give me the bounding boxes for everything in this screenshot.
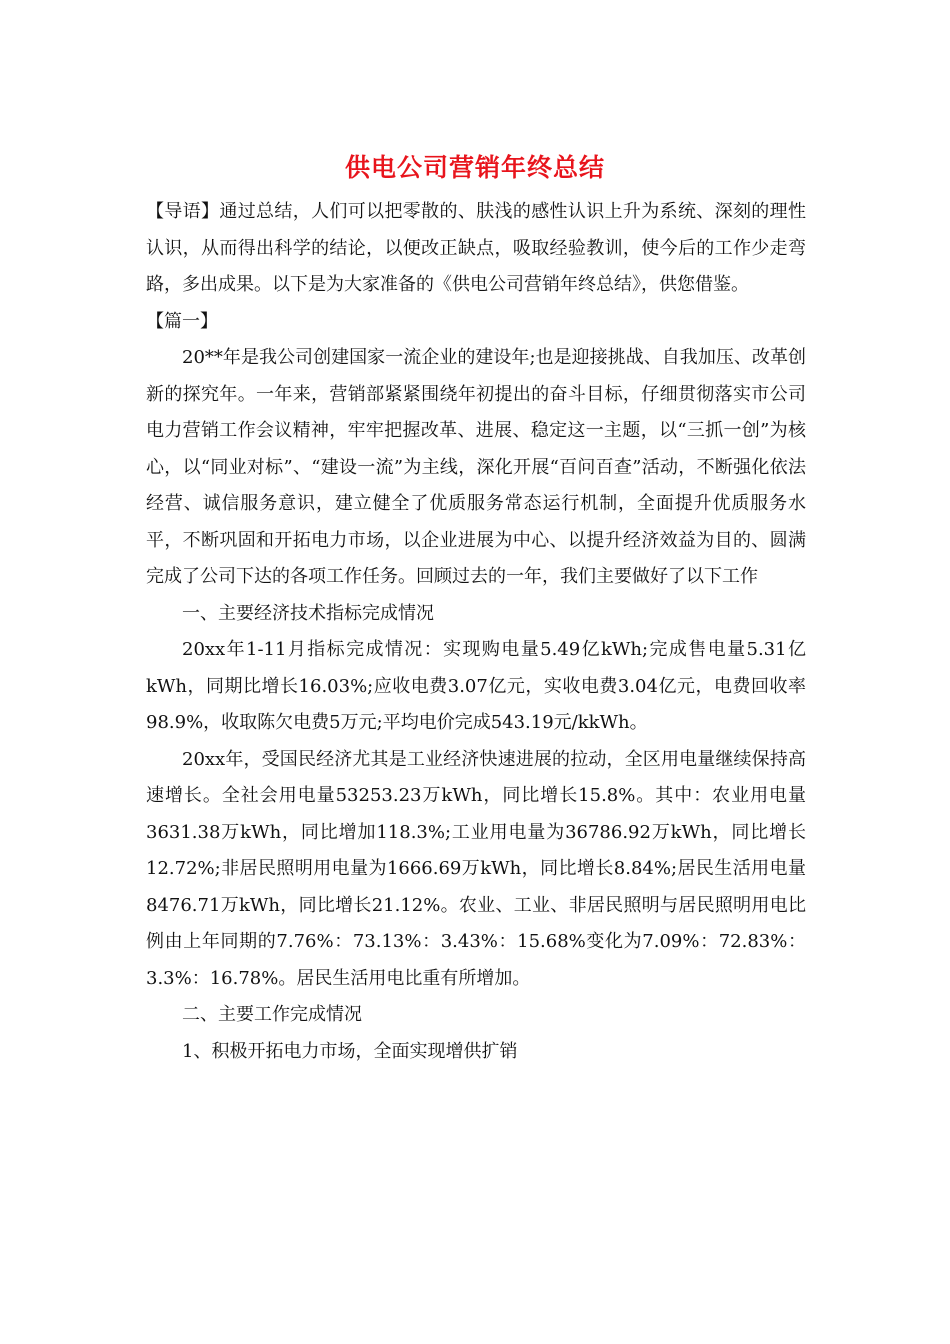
subsection-heading-market: 1、积极开拓电力市场，全面实现增供扩销 — [182, 1040, 518, 1062]
indicators-paragraph: 20xx年1-11月指标完成情况：实现购电量5.49亿kWh;完成售电量5.31亿kWh，同期比增长16.03%;应收电费3.07亿元，实收电费3.04亿元，电费回收率98.9%，收取陈欠电费5万元;平均电价完成543.19元/kkWh。 — [146, 639, 806, 733]
document-body — [146, 194, 806, 1070]
document-title: 供电公司营销年终总结 — [344, 153, 605, 182]
section-heading-indicators: 一、主要经济技术指标完成情况 — [182, 602, 434, 624]
electricity-usage-paragraph: 20xx年，受国民经济尤其是工业经济快速进展的拉动，全区用电量继续保持高速增长。全社会用电量53253.23万kWh，同比增长15.8%。其中：农业用电量3631.38万kWh，同比增加118.3%;工业用电量为36786.92万kWh，同比增长12.72%;非居民照明用电量为1666.69万kWh，同比增长8.84%;居民生活用电量8476.71万kWh，同比增长21.12%。农业、工业、非居民照明与居民照明用电比例由上年同期的7.76%：73.13%：3.43%：15.68%变化为7.09%：72.83%：3.3%：16.78%。居民生活用电比重有所增加。 — [146, 748, 806, 989]
overview-paragraph: 20**年是我公司创建国家一流企业的建设年;也是迎接挑战、自我加压、改革创新的探究年。一年来，营销部紧紧围绕年初提出的奋斗目标，仔细贯彻落实市公司电力营销工作会议精神，牢牢把握改革、进展、稳定这一主题，以“三抓一创”为核心，以“同业对标”、“建设一流”为主线，深化开展“百问百查”活动，不断强化依法经营、诚信服务意识，建立健全了优质服务常态运行机制，全面提升优质服务水平，不断巩固和开拓电力市场，以企业进展为中心、以提升经济效益为目的、圆满完成了公司下达的各项工作任务。回顾过去的一年，我们主要做好了以下工作 — [146, 347, 806, 587]
section-heading-part-one: 【篇一】 — [146, 310, 218, 332]
intro-paragraph: 【导语】通过总结，人们可以把零散的、肤浅的感性认识上升为系统、深刻的理性认识，从而得出科学的结论，以便改正缺点，吸取经验教训，使今后的工作少走弯路，多出成果。以下是为大家准备的《供电公司营销年终总结》，供您借鉴。 — [146, 201, 806, 295]
section-heading-work: 二、主要工作完成情况 — [182, 1004, 362, 1025]
